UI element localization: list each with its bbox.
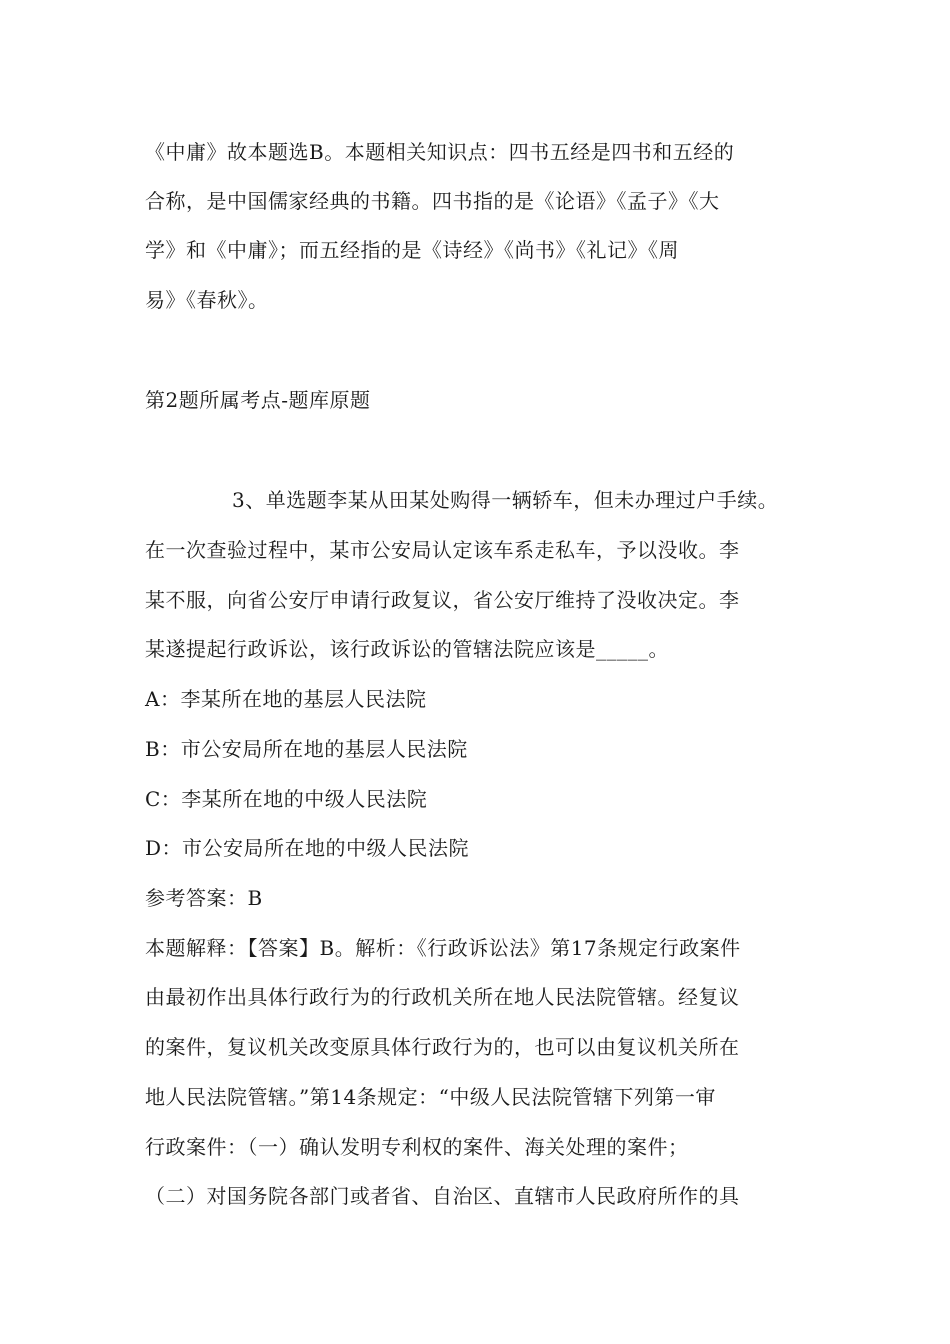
q3-stem-line-3: 某不服，向省公安厅申请行政复议，省公安厅维持了没收决定。李: [145, 588, 740, 612]
q3-stem-line-2: 在一次查验过程中，某市公安局认定该车系走私车，予以没收。李: [145, 538, 740, 562]
q2-explanation-line-1: 《中庸》故本题选B。本题相关知识点：四书五经是四书和五经的: [145, 140, 735, 164]
q2-explanation-line-2: 合称，是中国儒家经典的书籍。四书指的是《论语》《孟子》《大: [145, 189, 720, 213]
q3-stem-line-1: 3、单选题李某从田某处购得一辆轿车，但未办理过户手续。: [232, 488, 779, 512]
q3-option-a: A：李某所在地的基层人民法院: [145, 687, 427, 711]
q3-explanation-line-5: 行政案件：（一）确认发明专利权的案件、海关处理的案件；: [145, 1135, 689, 1159]
q3-option-c: C：李某所在地的中级人民法院: [145, 787, 428, 811]
q3-explanation-line-3: 的案件，复议机关改变原具体行政行为的，也可以由复议机关所在: [145, 1035, 740, 1059]
q3-explanation-line-1: 本题解释：【答案】B。解析：《行政诉讼法》第17条规定行政案件: [145, 936, 741, 960]
q3-option-d: D：市公安局所在地的中级人民法院: [145, 836, 470, 860]
q3-explanation-line-2: 由最初作出具体行政行为的行政机关所在地人民法院管辖。经复议: [145, 985, 740, 1009]
q3-stem-line-4: 某遂提起行政诉讼，该行政诉讼的管辖法院应该是_____。: [145, 637, 669, 661]
q3-explanation-line-6: （二）对国务院各部门或者省、自治区、直辖市人民政府所作的具: [145, 1184, 740, 1208]
q3-answer: 参考答案：B: [145, 886, 263, 910]
q3-explanation-line-4: 地人民法院管辖。”第14条规定：“中级人民法院管辖下列第一审: [145, 1085, 716, 1109]
q2-category: 第2题所属考点-题库原题: [145, 388, 371, 412]
q2-explanation-line-4: 易》《春秋》。: [145, 288, 269, 312]
q2-explanation-line-3: 学》和《中庸》；而五经指的是《诗经》《尚书》《礼记》《周: [145, 238, 679, 262]
q3-option-b: B：市公安局所在地的基层人民法院: [145, 737, 468, 761]
